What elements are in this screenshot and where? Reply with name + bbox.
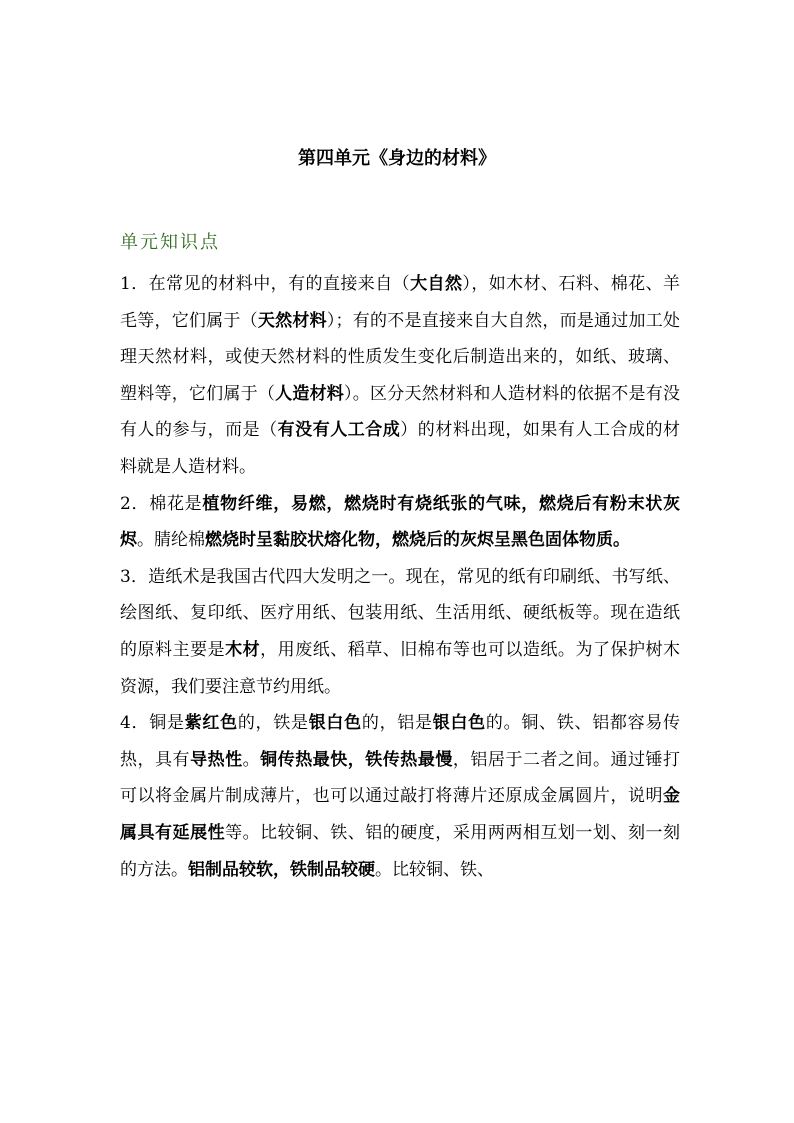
body-text: ，用废纸、稻草、旧棉布等也可以造纸。为了保护树木资源，我们要注意节约用纸。 xyxy=(120,639,681,697)
body-text: 的。铜、铁、铝都容易传热，具有 xyxy=(120,713,681,770)
emphasis-text: 铝制品较软，铁制品较硬 xyxy=(188,859,375,880)
body-text: ）。区分天然材料和人造材料的依据不是有没有人的参与，而是（ xyxy=(120,383,680,441)
emphasis-text: 金属具有延展性 xyxy=(120,786,680,843)
body-text: ，铝居于二者之间。通过锤打可以将金属片制成薄片，也可以通过敲打将薄片还原成金属圆片，说明 xyxy=(120,749,681,807)
emphasis-text: 天然材料 xyxy=(257,310,327,331)
emphasis-text: 导热性 xyxy=(190,749,243,770)
document-title: 第四单元《身边的材料》 xyxy=(298,148,496,169)
emphasis-text: 木材 xyxy=(225,639,261,660)
paragraph-2 xyxy=(120,486,680,559)
paragraph-3 xyxy=(120,559,680,705)
emphasis-text: 紫红色 xyxy=(184,713,238,734)
body-text: 的，铝是 xyxy=(361,713,433,734)
emphasis-text: 银白色 xyxy=(432,713,486,734)
body-text: ）的材料出现，如果有人工合成的材料就是人造材料。 xyxy=(120,420,681,477)
body-text: ），如木材、石料、棉花、羊毛等，它们属于（ xyxy=(120,274,681,331)
emphasis-text: 铜传热最快，铁传热最慢 xyxy=(260,749,453,770)
emphasis-text: 植物纤维，易燃，燃烧时有烧纸张的气味，燃烧后有粉末状灰烬 xyxy=(120,493,681,551)
body-text: ）；有的不是直接来自大自然，而是通过加工处理天然材料，或使天然材料的性质发生变化后制造出来的，如纸、玻璃、塑料等，它们属于（ xyxy=(120,310,680,404)
paragraph-1 xyxy=(120,266,680,486)
body-text: 4．铜是 xyxy=(120,713,185,734)
body-text: 。 xyxy=(242,749,261,770)
section-heading: 单元知识点 xyxy=(120,232,220,253)
body-text: 等。比较铜、铁、铝的硬度，采用两两相互划一划、刻一刻的方法。 xyxy=(120,822,681,880)
body-text: 。比较铜、铁、 xyxy=(375,859,494,880)
body-text: 。腈纶棉 xyxy=(137,530,205,551)
emphasis-text: 银白色 xyxy=(308,713,362,734)
document-body xyxy=(120,266,680,888)
emphasis-text: 燃烧时呈黏胶状熔化物，燃烧后的灰烬呈黑色固体物质。 xyxy=(205,530,630,551)
body-text: 1．在常见的材料中，有的直接来自（ xyxy=(120,274,411,294)
body-text: 2．棉花是 xyxy=(120,493,203,514)
emphasis-text: 大自然 xyxy=(410,274,463,294)
emphasis-text: 人造材料 xyxy=(275,383,345,404)
body-text: 3．造纸术是我国古代四大发明之一。现在，常见的纸有印刷纸、书写纸、绘图纸、复印纸、医疗用纸、包装用纸、生活用纸、硬纸板等。现在造纸的原料主要是 xyxy=(120,566,680,660)
emphasis-text: 有没有人工合成 xyxy=(277,420,401,441)
paragraph-4 xyxy=(120,705,680,888)
body-text: 的，铁是 xyxy=(237,713,309,734)
